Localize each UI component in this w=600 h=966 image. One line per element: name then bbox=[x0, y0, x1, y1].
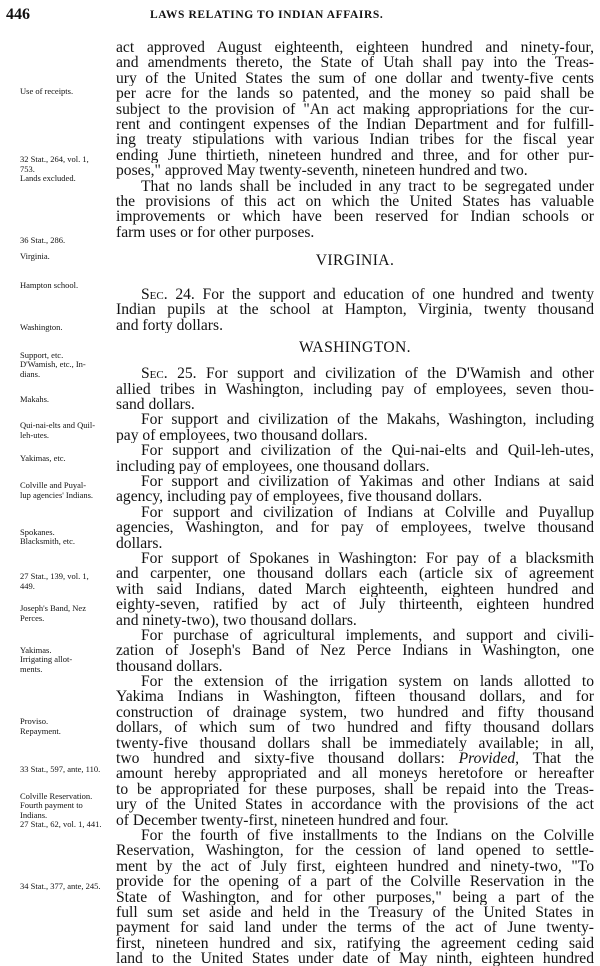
text-line: construction of drainage system, two hundred and fifty thousand bbox=[116, 704, 594, 721]
text-fragment: For the support and education of one hundred and twenty bbox=[202, 287, 594, 303]
margin-note: 32 Stat., 264, vol. 1, 753. bbox=[20, 154, 89, 174]
margin-note: Joseph's Band, Nez Perces. bbox=[20, 603, 86, 623]
section-label: Sec. 25. bbox=[141, 366, 197, 382]
margin-note: Spokanes. bbox=[20, 527, 55, 537]
text-line: State of Washington, and for other purposes," being a part of the bbox=[116, 889, 594, 905]
text-line: For purchase of agricultural implements, and support and civili- bbox=[141, 627, 594, 644]
text-fragment: For support and civilization of the D'Wamish and other bbox=[206, 366, 594, 382]
text-line: and ninety-two), two thousand dollars. bbox=[116, 612, 357, 628]
margin-note: D'Wamish, etc., In- dians. bbox=[20, 359, 86, 379]
text-line: to be appropriated for these purposes, shall be repaid into the Treas- bbox=[116, 781, 594, 798]
text-line: provide for the opening of a part of the Colville Reservation in the bbox=[116, 874, 594, 890]
text-line: ment by the act of July first, eighteen hundred and ninety-two, "To bbox=[116, 858, 594, 875]
text-line: per acre for the lands so patented, and the money so paid shall be bbox=[116, 86, 594, 102]
text-line: rent and contingent expenses of the Indian Department and for fulfill- bbox=[116, 116, 594, 133]
margin-note: Colville and Puyal- lup agencies' Indians. bbox=[20, 480, 94, 500]
margin-note: Blacksmith, etc. bbox=[20, 536, 76, 546]
text-line: sand dollars. bbox=[116, 397, 195, 413]
margin-note: Virginia. bbox=[20, 251, 50, 261]
heading-washington: WASHINGTON. bbox=[299, 339, 411, 357]
text-fragment: two hundred and sixty-five thousand dollars: bbox=[116, 751, 459, 767]
text-line: farm uses or for other purposes. bbox=[116, 224, 315, 241]
text-line: act approved August eighteenth, eighteen hundred and ninety-four, bbox=[116, 40, 594, 56]
margin-note: Repayment. bbox=[20, 726, 61, 736]
heading-virginia: VIRGINIA. bbox=[315, 252, 395, 270]
text-fragment: That the bbox=[519, 751, 594, 767]
text-line: ury of the United States the sum of one dollar and twenty-five cents bbox=[116, 70, 594, 87]
text-line: pay of employees, two thousand dollars. bbox=[116, 427, 368, 444]
margin-note: Fourth payment to Indians. bbox=[20, 800, 83, 820]
text-line: twenty-five thousand dollars shall be immediately available; in all, bbox=[116, 735, 594, 752]
text-line bbox=[116, 287, 594, 302]
text-line: agency, including pay of employees, five thousand dollars. bbox=[116, 489, 483, 505]
text-line: dollars, of which sum of two hundred and fifty thousand dollars bbox=[116, 720, 594, 736]
text-line: That no lands shall be included in any tract to be segregated under bbox=[141, 178, 594, 194]
margin-note: 34 Stat., 377, ante, 245. bbox=[20, 881, 101, 891]
body-text bbox=[116, 40, 594, 966]
text-line: Reservation, Washington, for the cession of land opened to settle- bbox=[116, 843, 594, 859]
margin-note: Washington. bbox=[20, 322, 63, 332]
margin-note: Lands excluded. bbox=[20, 173, 76, 183]
text-line: poses," approved May twenty-seventh, nineteen hundred and two. bbox=[116, 163, 528, 179]
text-line: agencies, Washington, and for pay of employees, twelve thousand bbox=[116, 520, 594, 536]
text-line: For support and civilization of Indians at Colville and Puyallup bbox=[141, 504, 594, 521]
text-line: eighty-seven, ratified by act of July thirteenth, eighteen hundred bbox=[116, 597, 594, 613]
margin-note: Hampton school. bbox=[20, 280, 79, 290]
text-line: Indian pupils at the school at Hampton, Virginia, twenty thousand bbox=[116, 302, 594, 318]
text-line: of December twenty-first, nineteen hundred and four. bbox=[116, 812, 449, 828]
margin-note: 33 Stat., 597, ante, 110. bbox=[20, 764, 101, 774]
text-line: For the extension of the irrigation system on lands allotted to bbox=[141, 674, 594, 690]
page-number: 446 bbox=[6, 6, 30, 23]
text-line: land to the United States under date of May ninth, eighteen hundred bbox=[116, 951, 594, 966]
text-line: and forty dollars. bbox=[116, 317, 223, 334]
text-line: thousand dollars. bbox=[116, 658, 223, 675]
text-line: and carpenter, one thousand dollars each (article six of agreement bbox=[116, 566, 594, 582]
margin-note: Yakimas. bbox=[20, 645, 52, 655]
text-line: subject to the provision of "An act making appropriations for the cur- bbox=[116, 101, 594, 117]
margin-note: Yakimas, etc. bbox=[20, 453, 66, 463]
text-line: full sum set aside and held in the Treasury of the United States in bbox=[116, 904, 594, 921]
margin-note: Proviso. bbox=[20, 716, 49, 726]
text-line: Yakima Indians in Washington, fifteen thousand dollars, and for bbox=[116, 689, 594, 705]
margin-notes bbox=[0, 0, 118, 934]
text-line: For support and civilization of the Makahs, Washington, including bbox=[141, 412, 594, 428]
text-line: and amendments thereto, the State of Utah shall pay into the Treas- bbox=[116, 55, 594, 71]
section-label: Sec. 24. bbox=[141, 287, 195, 303]
margin-note: 27 Stat., 139, vol. 1, 449. bbox=[20, 571, 89, 591]
text-line: For the fourth of five installments to the Indians on the Colville bbox=[141, 827, 594, 844]
text-line: the provisions of this act on which the United States has valuable bbox=[116, 193, 594, 210]
text-line: payment for said land under the terms of the act of June twenty- bbox=[116, 920, 594, 936]
text-line bbox=[116, 751, 594, 766]
text-line: For support and civilization of Yakimas and other Indians at said bbox=[141, 473, 594, 490]
text-line bbox=[116, 366, 594, 381]
text-line: zation of Joseph's Band of Nez Perce Indians in Washington, one bbox=[116, 643, 594, 659]
margin-note: Colville Reservation. bbox=[20, 791, 93, 801]
text-line: amount hereby appropriated and all moneys heretofore or hereafter bbox=[116, 766, 594, 782]
margin-note: Irrigating allot- ments. bbox=[20, 654, 73, 674]
text-line: with said Indians, dated March eighteenth, eighteen hundred and bbox=[116, 581, 594, 598]
margin-note: Support, etc. bbox=[20, 350, 64, 360]
text-line: dollars. bbox=[116, 535, 163, 551]
text-line: ury of the United States in accordance with the provisions of the act bbox=[116, 797, 594, 813]
margin-note: Qui-nai-elts and Quil- leh-utes. bbox=[20, 420, 96, 440]
text-line: improvements or which have been reserved for Indian schools or bbox=[116, 209, 594, 225]
margin-note: Use of receipts. bbox=[20, 86, 74, 96]
margin-note: 36 Stat., 286. bbox=[20, 235, 66, 245]
running-head: LAWS RELATING TO INDIAN AFFAIRS. bbox=[150, 9, 384, 21]
text-line: including pay of employees, one thousand dollars. bbox=[116, 458, 430, 474]
proviso-italic: Provided, bbox=[458, 751, 520, 767]
text-line: allied tribes in Washington, including pay of employees, seven thou- bbox=[116, 381, 594, 398]
margin-note: Makahs. bbox=[20, 394, 50, 404]
text-line: ing treaty stipulations with various Indian tribes for the fiscal year bbox=[116, 132, 594, 148]
margin-note: 27 Stat., 62, vol. 1, 441. bbox=[20, 819, 102, 829]
text-line: ending June thirtieth, nineteen hundred and three, and for other pur- bbox=[116, 147, 594, 164]
text-line: first, nineteen hundred and six, ratifying the agreement ceding said bbox=[116, 935, 594, 952]
text-line: For support and civilization of the Qui-nai-elts and Quil-leh-utes, bbox=[141, 443, 594, 459]
text-line: For support of Spokanes in Washington: For pay of a blacksmith bbox=[141, 550, 594, 567]
